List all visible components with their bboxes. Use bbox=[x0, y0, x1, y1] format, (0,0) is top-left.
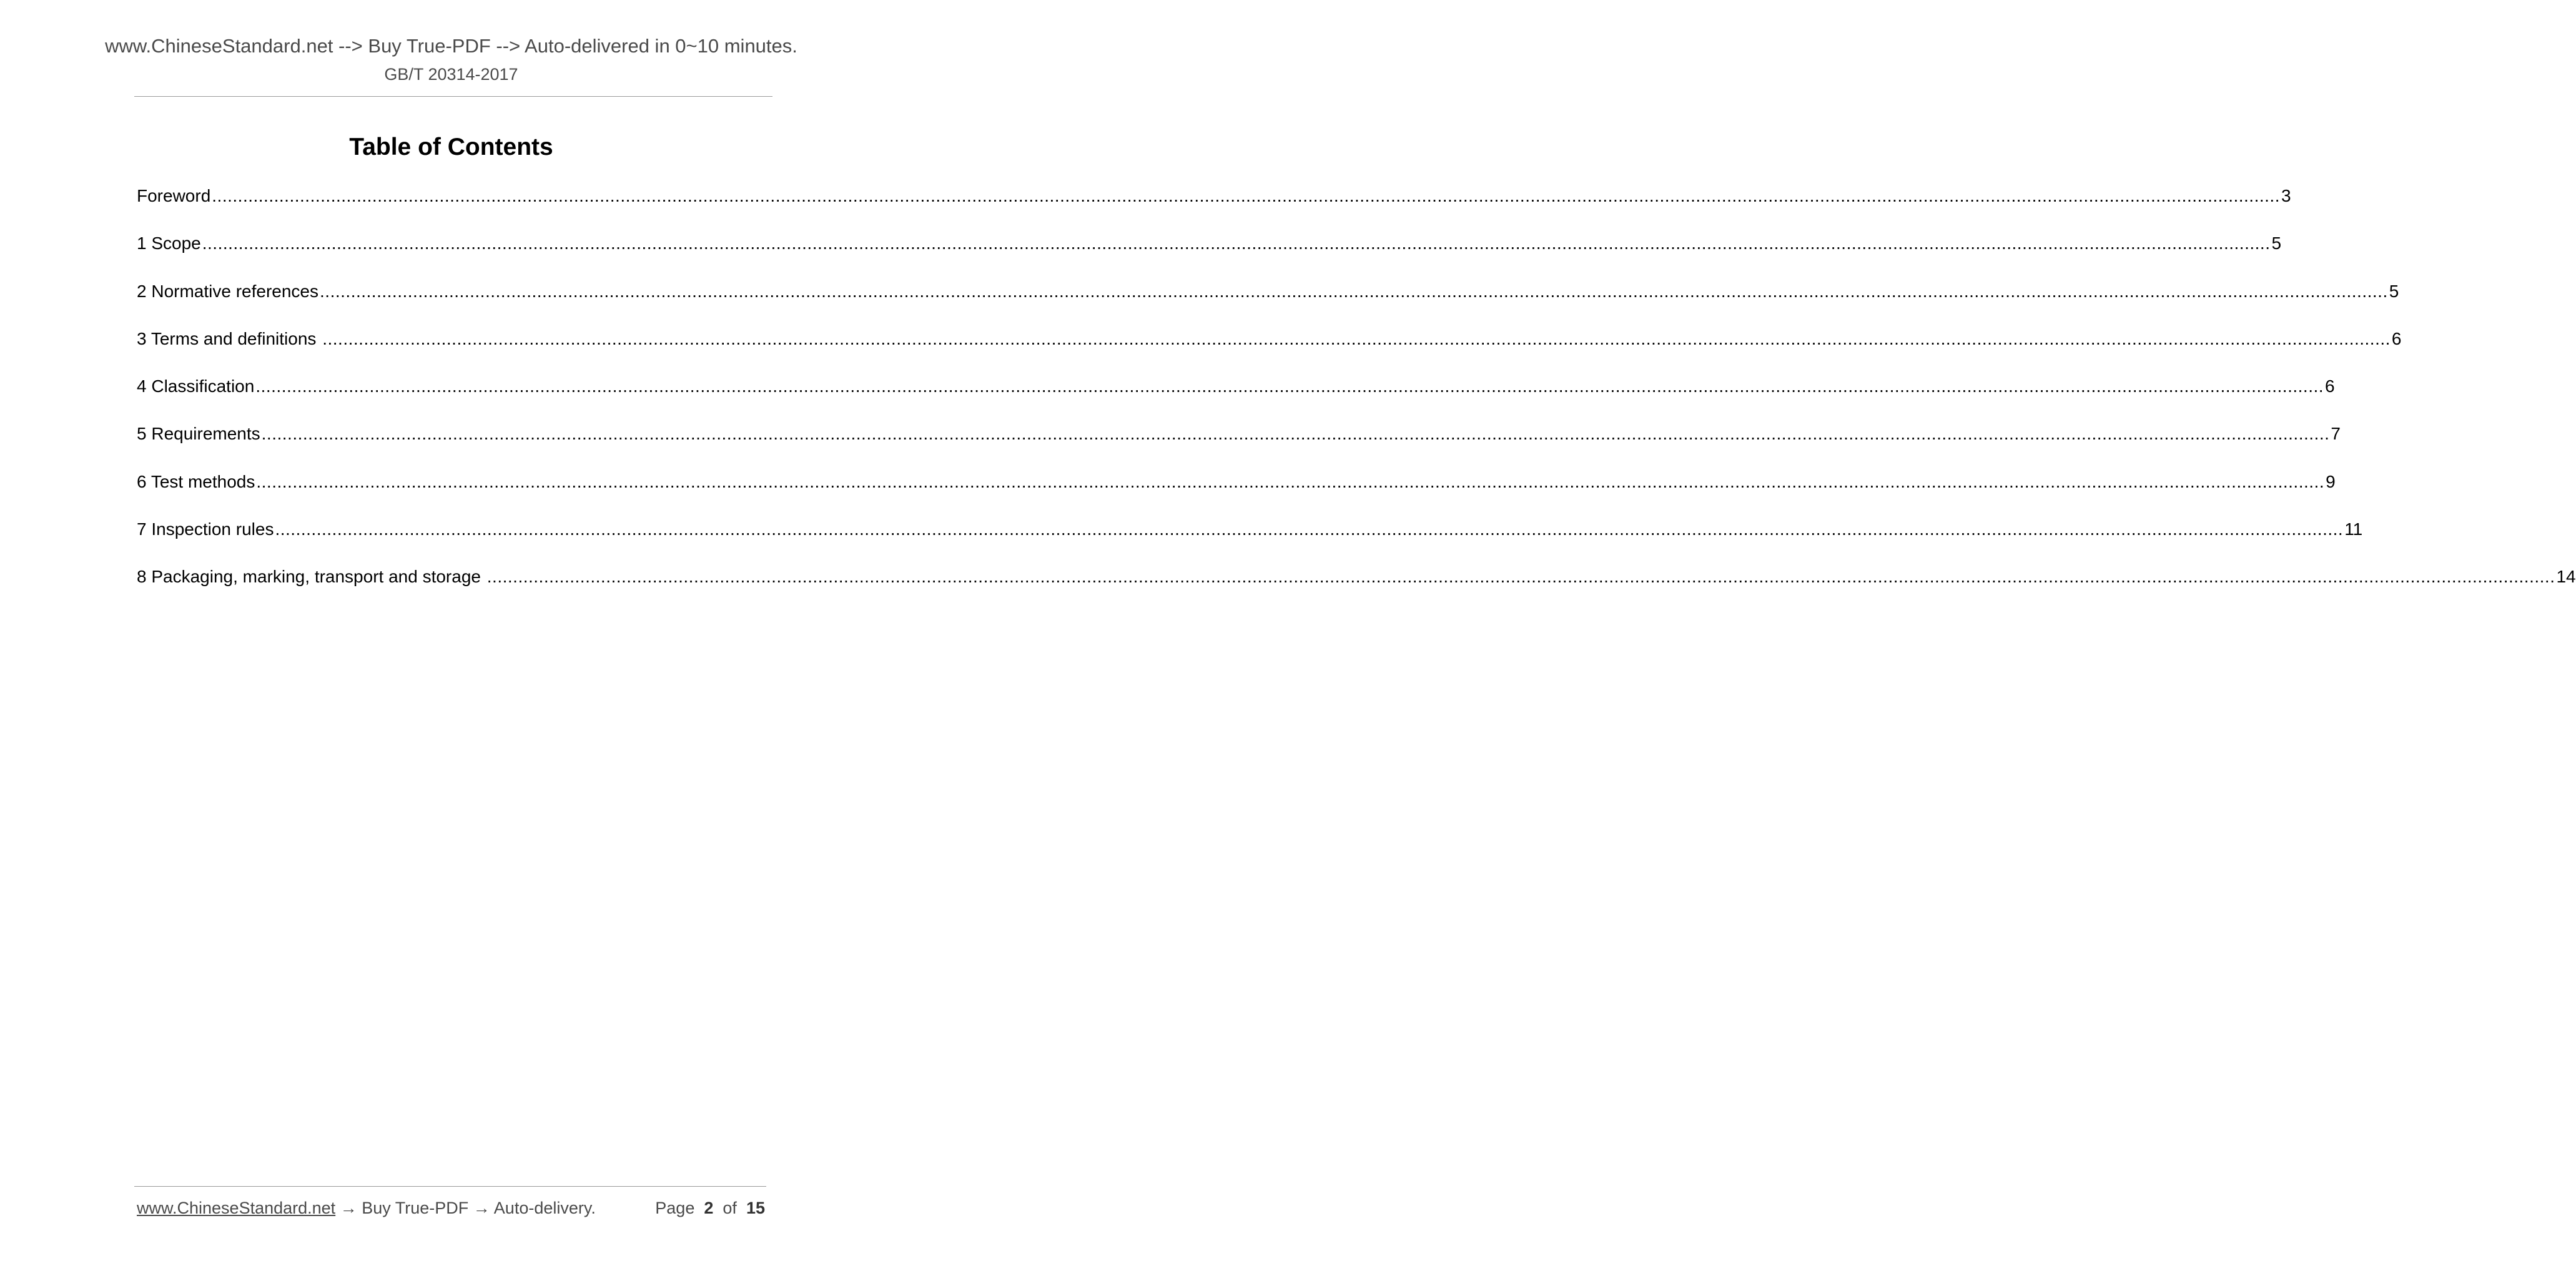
toc-entry-label: 1 Scope bbox=[137, 233, 201, 253]
footer-promo bbox=[137, 1199, 596, 1218]
toc-entry-label: 2 Normative references bbox=[137, 281, 319, 301]
of-label: of bbox=[723, 1199, 737, 1217]
toc-entry-classification[interactable] bbox=[137, 373, 2335, 421]
toc-leader-dots: ................................................................................................................................................................................................................................................................................................................................................................................................................ bbox=[256, 471, 2325, 491]
toc-leader-dots: ................................................................................................................................................................................................................................................................................................................................................................................................................ bbox=[322, 328, 2391, 348]
toc-entry-terms-and-definitions[interactable] bbox=[137, 326, 2402, 373]
toc-entry-test-methods[interactable] bbox=[137, 469, 2336, 516]
footer-delivery-text: Auto-delivery. bbox=[493, 1199, 596, 1217]
toc-entry-label: 7 Inspection rules bbox=[137, 519, 274, 539]
toc-entry-page: 9 bbox=[2326, 471, 2336, 491]
footer-buy-text: Buy True-PDF bbox=[362, 1199, 469, 1217]
toc-entry-page: 14 bbox=[2556, 567, 2576, 587]
toc-entry-page: 6 bbox=[2391, 328, 2402, 348]
toc-entry-page: 6 bbox=[2325, 376, 2335, 396]
page-indicator bbox=[655, 1199, 765, 1218]
standard-code: GB/T 20314-2017 bbox=[384, 65, 518, 84]
toc-entry-page: 7 bbox=[2331, 424, 2341, 444]
toc-entry-page: 3 bbox=[2281, 186, 2291, 205]
arrow-right-icon: → bbox=[473, 1199, 490, 1217]
toc-leader-dots: ................................................................................................................................................................................................................................................................................................................................................................................................................ bbox=[486, 567, 2555, 587]
toc-entry-normative-references[interactable] bbox=[137, 278, 2399, 326]
toc-entry-label: Foreword bbox=[137, 186, 211, 205]
page-label: Page bbox=[655, 1199, 695, 1217]
toc-leader-dots: ................................................................................................................................................................................................................................................................................................................................................................................................................ bbox=[212, 186, 2280, 205]
toc-entry-label: 8 Packaging, marking, transport and storage bbox=[137, 567, 486, 587]
toc-entry-packaging-marking[interactable] bbox=[137, 564, 2576, 611]
header-divider bbox=[134, 96, 772, 97]
header-banner: www.ChineseStandard.net --> Buy True-PDF --> Auto-delivered in 0~10 minutes. bbox=[105, 35, 797, 57]
toc-entry-label: 4 Classification bbox=[137, 376, 255, 396]
toc-leader-dots: ................................................................................................................................................................................................................................................................................................................................................................................................................ bbox=[275, 519, 2344, 539]
total-page-count: 15 bbox=[746, 1199, 765, 1217]
toc-entry-label: 6 Test methods bbox=[137, 471, 255, 491]
toc-leader-dots: ................................................................................................................................................................................................................................................................................................................................................................................................................ bbox=[320, 281, 2388, 301]
toc-entry-label: 3 Terms and definitions bbox=[137, 328, 322, 348]
toc-leader-dots: ................................................................................................................................................................................................................................................................................................................................................................................................................ bbox=[261, 424, 2330, 444]
toc-entry-page: 5 bbox=[2271, 233, 2282, 253]
toc-entry-foreword[interactable] bbox=[137, 183, 2291, 230]
toc-entry-inspection-rules[interactable] bbox=[137, 516, 2363, 564]
toc-entry-scope[interactable] bbox=[137, 230, 2282, 278]
current-page-number: 2 bbox=[704, 1199, 714, 1217]
footer-divider bbox=[134, 1186, 766, 1187]
toc-leader-dots: ................................................................................................................................................................................................................................................................................................................................................................................................................ bbox=[255, 376, 2324, 396]
toc-entry-page: 11 bbox=[2344, 519, 2363, 539]
toc-leader-dots: ................................................................................................................................................................................................................................................................................................................................................................................................................ bbox=[202, 233, 2271, 253]
toc-title: Table of Contents bbox=[349, 134, 553, 160]
toc-entry-requirements[interactable] bbox=[137, 421, 2341, 468]
table-of-contents bbox=[137, 183, 2576, 612]
toc-entry-label: 5 Requirements bbox=[137, 424, 260, 444]
toc-entry-page: 5 bbox=[2389, 281, 2399, 301]
arrow-right-icon: → bbox=[340, 1199, 357, 1217]
footer-site-link[interactable]: www.ChineseStandard.net bbox=[137, 1199, 336, 1217]
